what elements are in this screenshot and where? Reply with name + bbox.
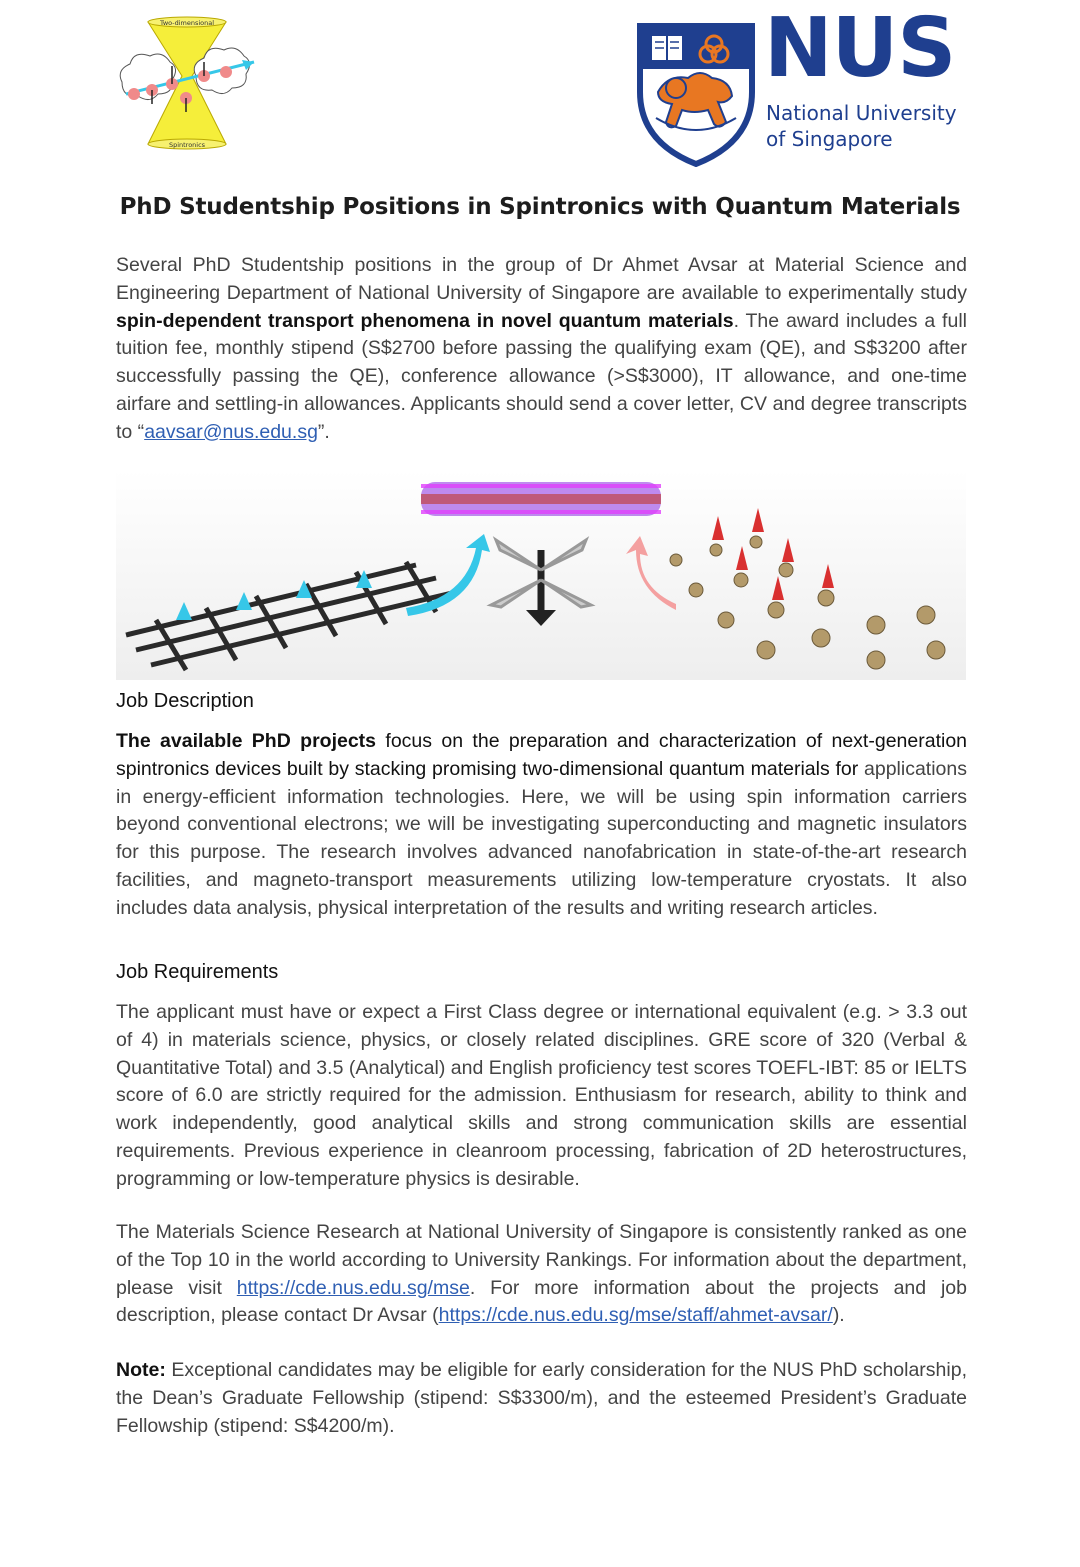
nus-name-line2: of Singapore [766,127,893,151]
spintronics-logo-top-label: Two-dimensional [159,19,215,27]
intro-text-1: Several PhD Studentship positions in the group of Dr Ahmet Avsar at Material Science and Engineering Department of National University of Singapore are available to experimentally study [116,254,967,304]
job-description-emphasis: The available PhD projects [116,730,377,752]
job-description-text-dark: focus on the preparation and characterization of next-generation spintronics devices built by stacking promising two-dimensional quantum materials for [116,730,968,780]
note-paragraph [116,1357,967,1440]
email-link[interactable]: aavsar@nus.edu.sg [144,420,318,443]
nus-logo [636,1,976,169]
note-text: Exceptional candidates may be eligible for early consideration for the NUS PhD scholarship, the Dean’s Graduate Fellowship (stipend: S$3300/m), and the esteemed President’s Graduate Fellowship (stipend: S$4200/m). [116,1359,967,1437]
job-requirements-heading: Job Requirements [116,961,279,983]
rankings-text-1: The Materials Science Research at National University of Singapore is consistently ranked as one of the Top 10 in the world according to University Rankings. For information about the department, please visit [116,1221,967,1299]
staff-profile-link[interactable]: https://cde.nus.edu.sg/mse/staff/ahmet-avsar/ [438,1304,833,1327]
intro-emphasis: spin-dependent transport phenomena in novel quantum materials [116,309,734,332]
nus-acronym: NUS [764,1,956,96]
quantum-crystal [421,482,661,516]
spintronics-illustration [116,470,966,680]
spintronics-logo-bottom-label: Spintronics [168,141,206,149]
job-requirements-paragraph: The applicant must have or expect a First Class degree or international equivalent (e.g. > 3.3 out of 4) in materials science, physics, or closely related disciplines. GRE score of 320 (Verbal & Quantitative Total) and 3.5 (Analytical) and English proficiency test scores TOEFL-IBT: 85 or IELTS score of 6.0 are strictly required for the admission. Enthusiasm for research, ability to think and work independently, good analytical skills and strong communication skills are essential requirements. Previous experience in cleanroom processing, fabrication of 2D heterostructures, programming or low-temperature physics is desirable. [116,1001,967,1190]
job-description-text: applications in energy-efficient information technologies. Here, we will be using spin information carriers beyond conventional electrons; we will be investigating superconducting and magnetic insulators for this purpose. The research involves advanced nanofabrication in state-of-the-art research facilities, and magneto-transport measurements utilizing low-temperature cryostats. It also includes data analysis, physical interpretation of the results and writing research articles. [116,757,967,919]
note-label: Note: [116,1359,166,1381]
department-link[interactable]: https://cde.nus.edu.sg/mse [236,1276,470,1299]
intro-text-3: ”. [317,420,330,443]
rankings-paragraph [116,1219,967,1330]
rankings-text-2: . For more information about the projects and job description, please contact Dr Avsar ( [116,1276,967,1327]
nus-name [766,100,957,152]
page-title: PhD Studentship Positions in Spintronics with Quantum Materials [119,194,961,220]
nus-crest-icon [636,22,756,167]
nus-name-line1: National University [766,101,957,125]
intro-text-2: . The award includes a full tuition fee, monthly stipend (S$2700 before passing the qualifying exam (QE), and S$3200 after successfully passing the QE), conference allowance (>S$3000), IT allowance, and one-time airfare and settling-in allowances. Applicants should send a cover letter, CV and degree transcripts to “ [116,309,967,443]
job-description-heading: Job Description [116,690,254,712]
spintronics-logo [112,14,262,159]
job-description-paragraph [116,728,967,923]
intro-paragraph [116,252,967,447]
rankings-text-3: ). [832,1304,845,1327]
